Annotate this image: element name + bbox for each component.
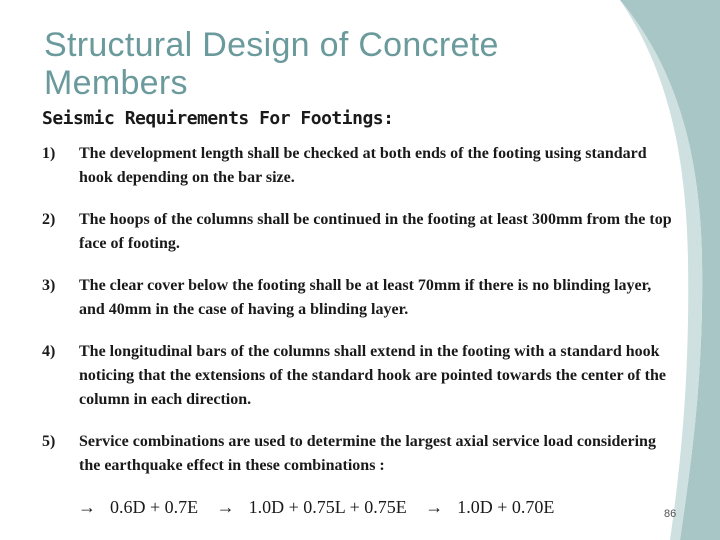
arrow-icon: →	[216, 497, 235, 517]
combination-expression: 1.0D + 0.75L + 0.75E	[248, 497, 407, 517]
item-text: Service combinations are used to determine the largest axial service load considering the earthquake effect in these combinations :	[79, 433, 656, 474]
load-combinations	[78, 497, 568, 518]
combination-expression: 0.6D + 0.7E	[110, 497, 199, 517]
page-number: 86	[664, 508, 677, 520]
slide-subtitle: Seismic Requirements For Footings:	[42, 108, 394, 129]
slide-title: Structural Design of Concrete Members	[44, 26, 499, 102]
arrow-icon: →	[78, 497, 96, 517]
item-number: 5)	[42, 433, 56, 450]
item-text: The development length shall be checked at both ends of the footing using standard hook depending on the bar size.	[79, 145, 647, 186]
item-text: The longitudinal bars of the columns shall extend in the footing with a standard hook noticing that the extensions of the standard hook are pointed towards the center of the column in each direction.	[79, 343, 666, 408]
item-number: 3)	[42, 277, 56, 294]
item-number: 4)	[42, 343, 56, 360]
combination-expression: 1.0D + 0.70E	[457, 497, 555, 517]
item-text: The hoops of the columns shall be continued in the footing at least 300mm from the top face of footing.	[79, 211, 672, 252]
arrow-icon: →	[425, 497, 444, 517]
item-number: 2)	[42, 211, 56, 228]
item-number: 1)	[42, 145, 56, 162]
item-text: The clear cover below the footing shall be at least 70mm if there is no blinding layer, and 40mm in the case of having a blinding layer.	[79, 277, 652, 318]
